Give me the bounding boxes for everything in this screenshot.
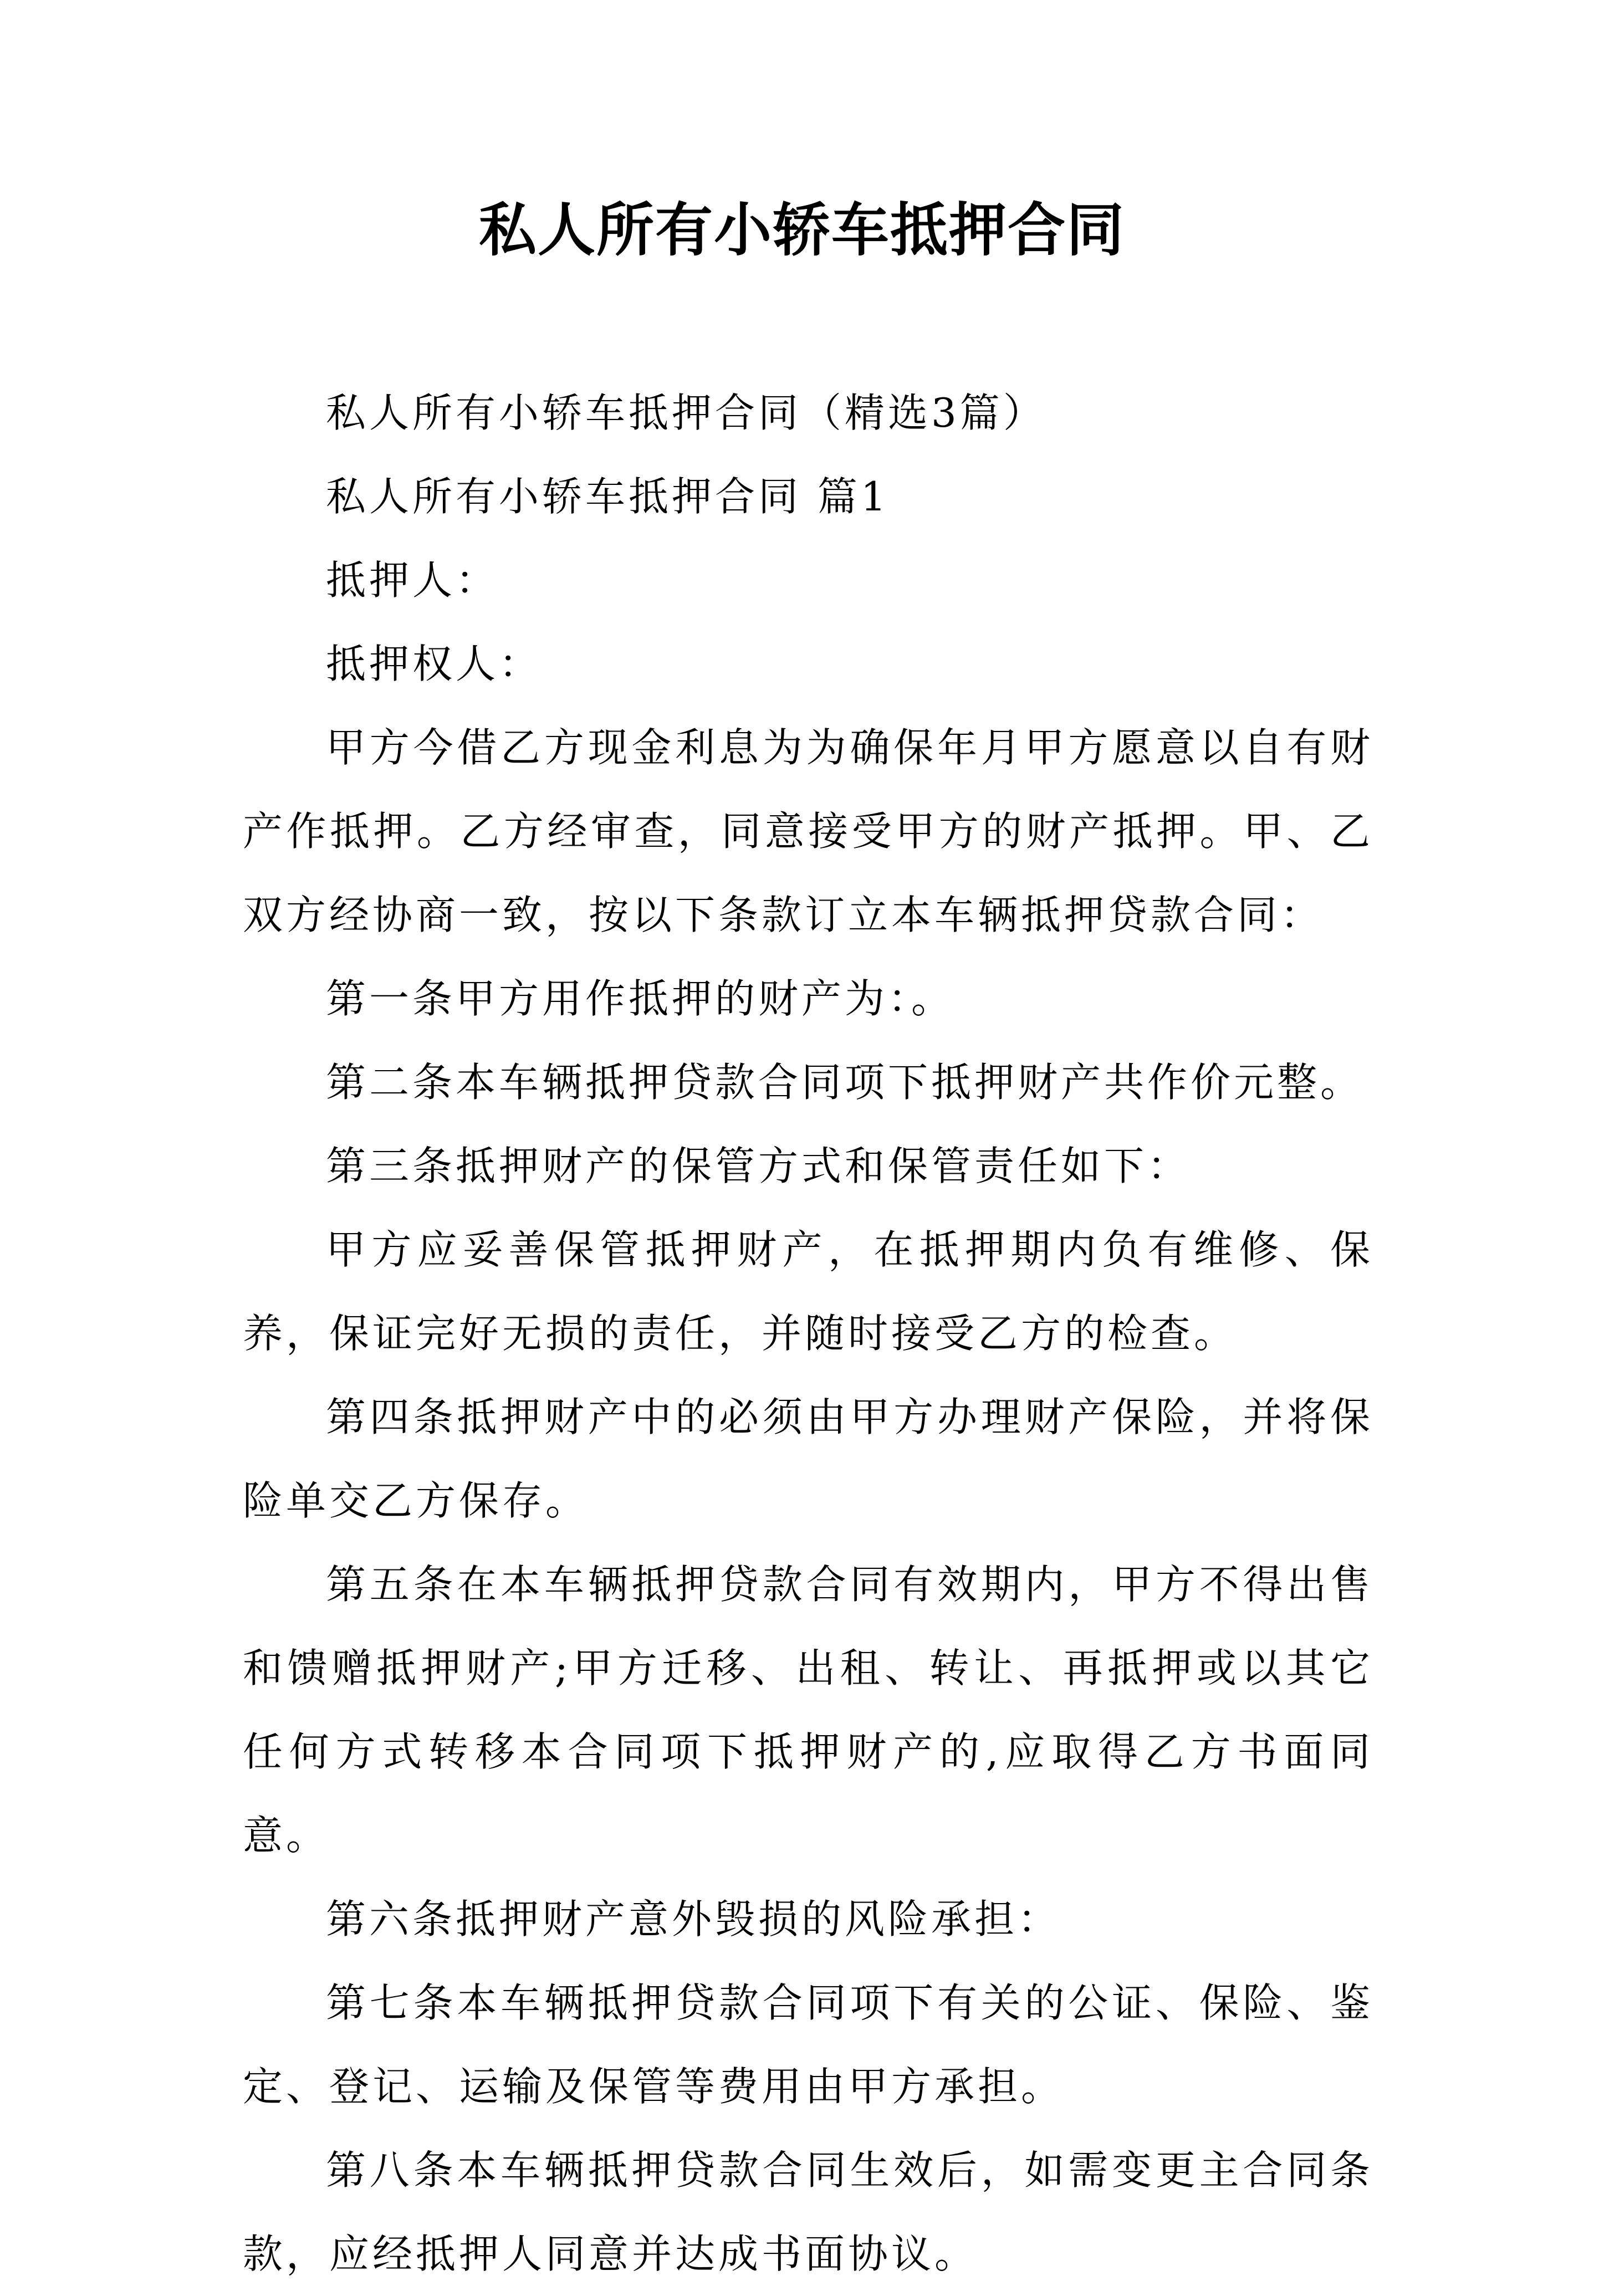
paragraph-subtitle: 私人所有小轿车抵押合同（精选3篇） (326, 390, 1046, 436)
paragraph-article-1: 第一条甲方用作抵押的财产为：。 (326, 975, 955, 1022)
paragraph-article-4: 第四条抵押财产中的必须由甲方办理财产保险，并将保险单交乙方保存。 (243, 1394, 1373, 1524)
paragraph-article-7: 第七条本车辆抵押贷款合同项下有关的公证、保险、鉴定、登记、运输及保管等费用由甲方承担。 (243, 1980, 1373, 2110)
paragraph-article-2: 第二条本车辆抵押贷款合同项下抵押财产共作价元整。 (326, 1059, 1364, 1106)
paragraph-preamble: 甲方今借乙方现金利息为为确保年月甲方愿意以自有财产作抵押。乙方经审查，同意接受甲方的财产抵押。甲、乙双方经协商一致，按以下条款订立本车辆抵押贷款合同： (243, 724, 1373, 938)
paragraph-mortgagor: 抵押人： (326, 557, 499, 604)
paragraph-article-8: 第八条本车辆抵押贷款合同生效后，如需变更主合同条款，应经抵押人同意并达成书面协议。 (243, 2147, 1373, 2277)
paragraph-article-5: 第五条在本车辆抵押贷款合同有效期内，甲方不得出售和馈赠抵押财产;甲方迁移、出租、转让、再抵押或以其它任何方式转移本合同项下抵押财产的,应取得乙方书面同意。 (243, 1561, 1373, 1859)
document-title: 私人所有小轿车抵押合同 (478, 196, 1125, 264)
paragraph-mortgagee: 抵押权人： (326, 641, 543, 687)
paragraph-article-6: 第六条抵押财产意外毁损的风险承担： (326, 1896, 1061, 1942)
paragraph-article-3: 第三条抵押财产的保管方式和保管责任如下： (326, 1143, 1191, 1189)
document-body (243, 371, 1373, 2296)
paragraph-section-heading: 私人所有小轿车抵押合同 篇1 (326, 473, 890, 520)
paragraph-article-3-detail: 甲方应妥善保管抵押财产，在抵押期内负有维修、保养，保证完好无损的责任，并随时接受乙方的检查。 (243, 1226, 1373, 1357)
